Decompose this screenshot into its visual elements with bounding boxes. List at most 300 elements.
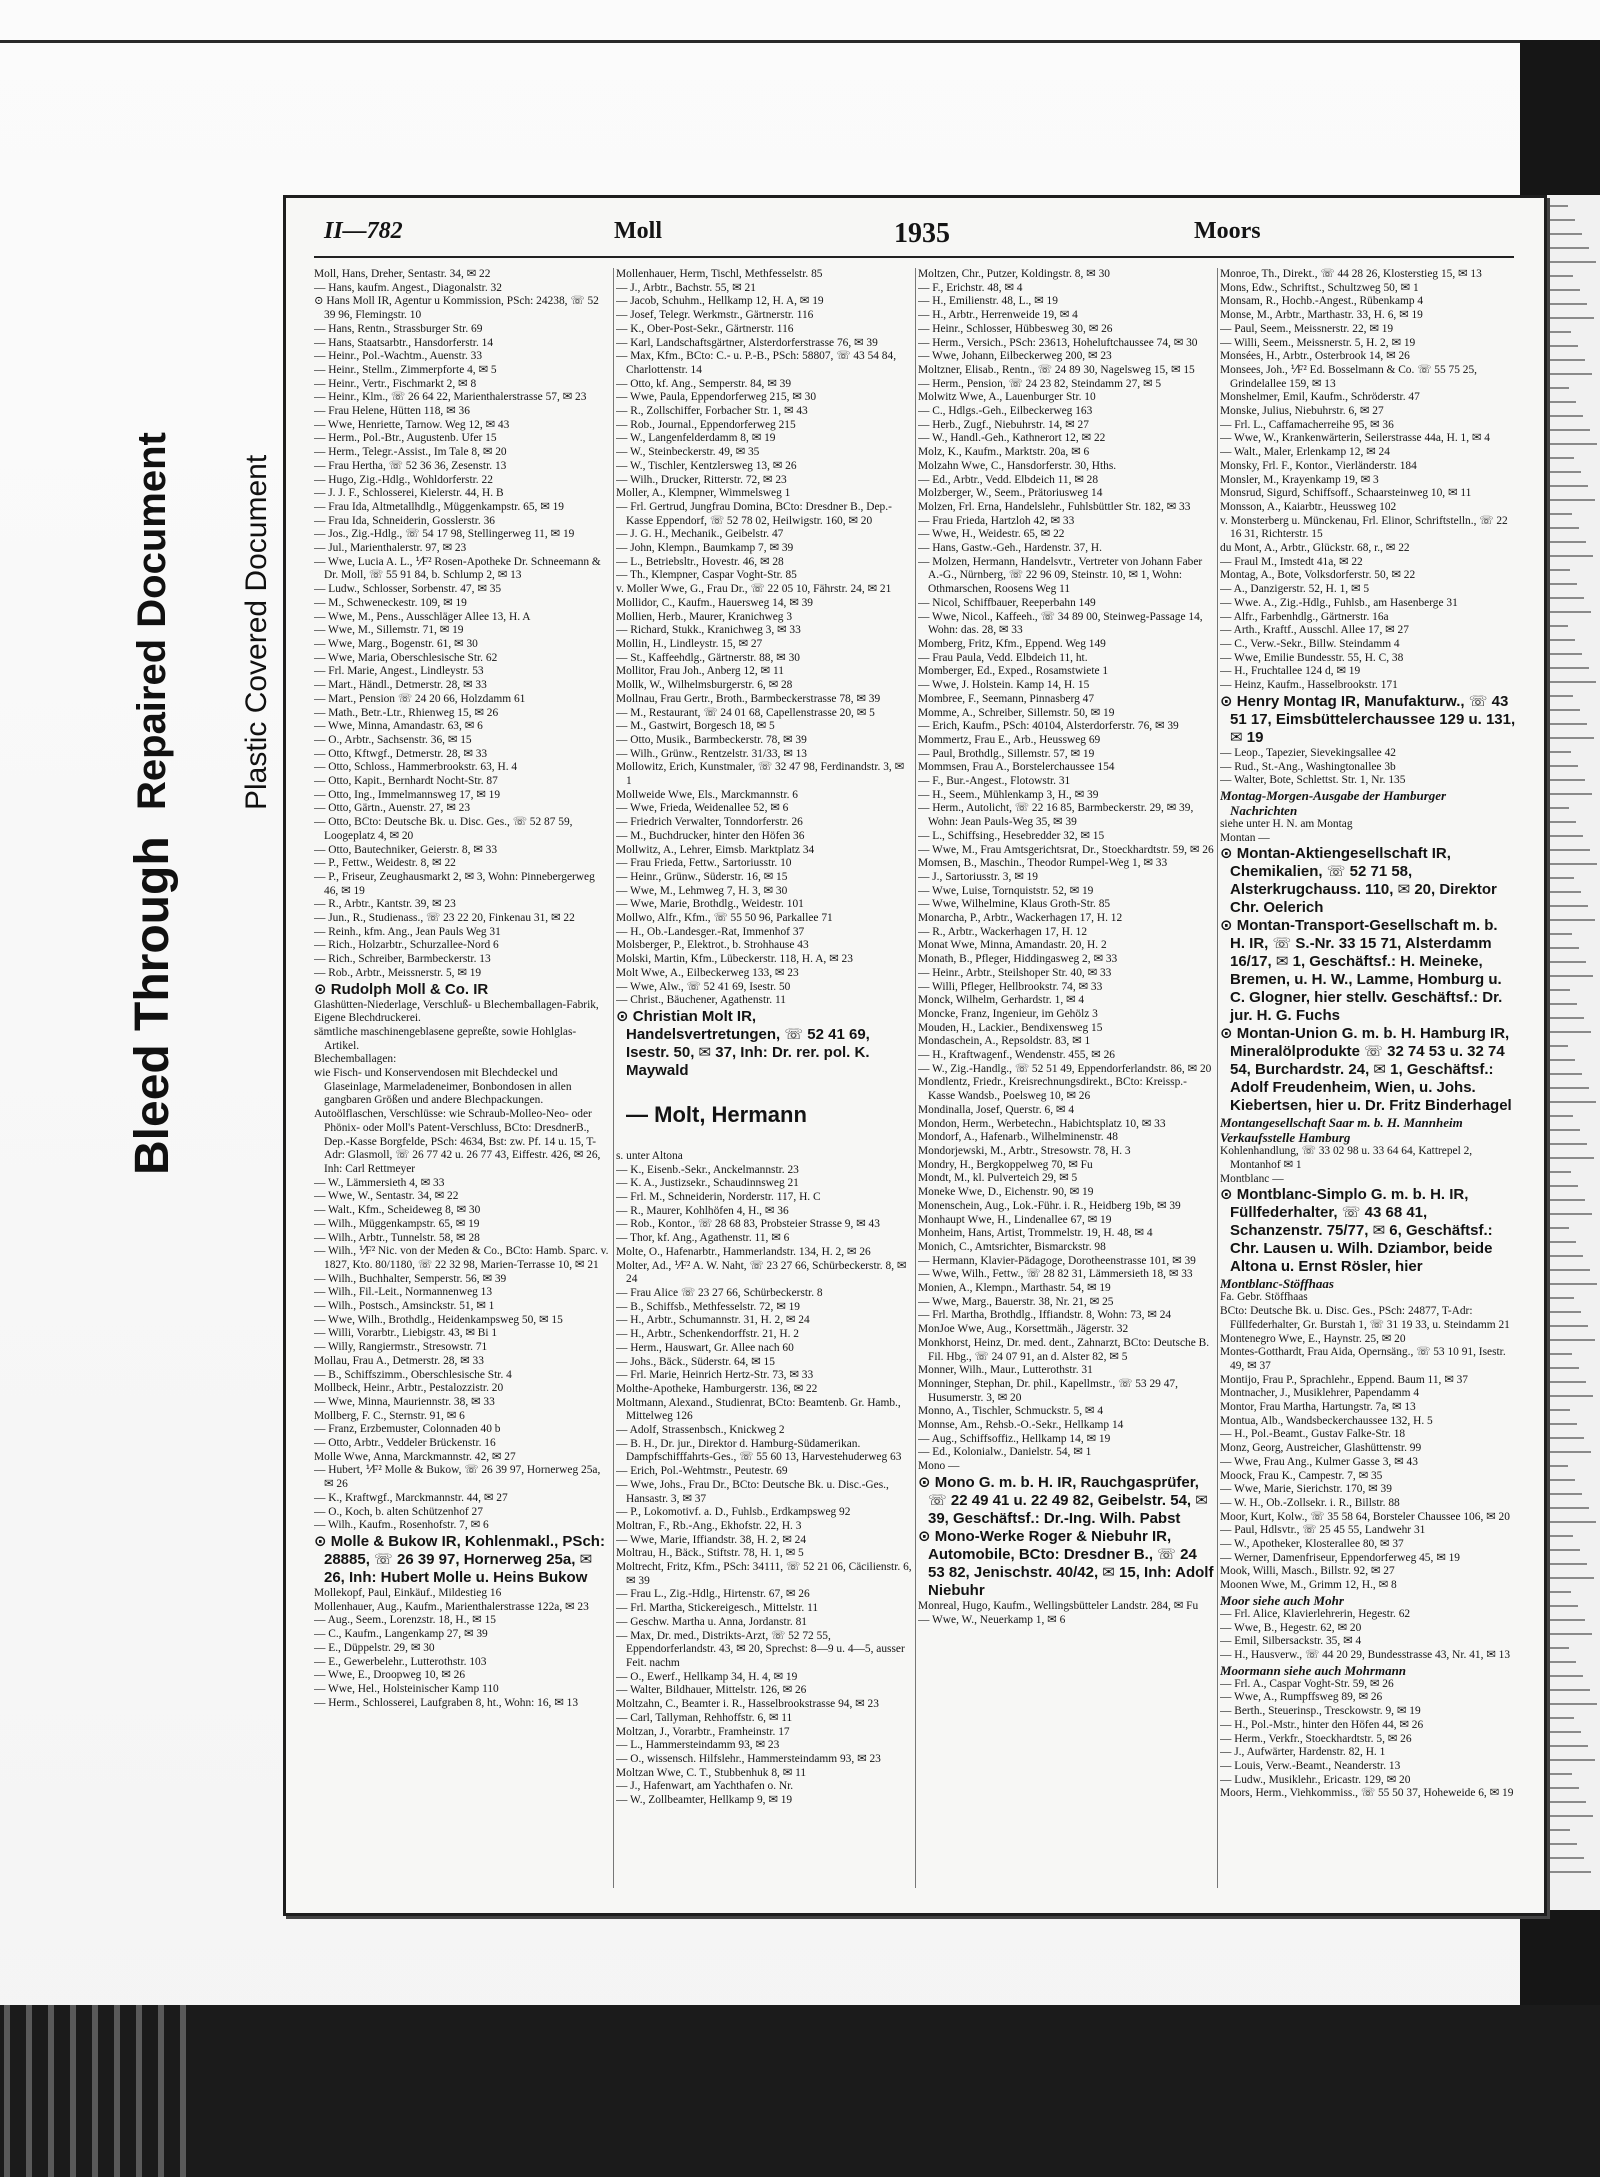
adjacent-text-line — [1548, 807, 1569, 809]
directory-entry: — Otto, Ing., Immelmannsweg 17, ✉ 19 — [314, 788, 501, 801]
directory-entry: — K., Kraftwgf., Marckmannstr. 44, ✉ 27 — [314, 1491, 508, 1504]
adjacent-text-line — [1548, 1465, 1568, 1467]
directory-entry: — B., Schiffszimm., Oberschlesische Str. 4 — [314, 1368, 512, 1381]
column-separator — [915, 268, 916, 1888]
column-2 — [616, 268, 912, 1888]
adjacent-text-line — [1548, 975, 1593, 977]
adjacent-text-line — [1548, 947, 1579, 949]
directory-entry: Moller, A., Klempner, Wimmelsweg 1 — [616, 487, 791, 500]
directory-entry: Mondon, Herm., Werbetechn., Habichtsplatz 10, ✉ 33 — [918, 1117, 1166, 1130]
directory-entry: Moor, Kurt, Kolw., ☏ 35 58 64, Borsteler Chaussee 106, ✉ 20 — [1220, 1510, 1510, 1523]
adjacent-text-line — [1548, 1283, 1597, 1285]
directory-entry: — W. H., Ob.-Zollsekr. i. R., Billstr. 88 — [1220, 1496, 1400, 1509]
directory-entry: — Leop., Tapezier, Sievekingsallee 42 — [1220, 746, 1396, 759]
adjacent-text-line — [1548, 1815, 1593, 1817]
directory-entry: — Frl. Gertrud, Jungfrau Domina, BCto: Dresdner B., Dep.-Kasse Eppendorf, ☏ 52 78 02, Heilwigstr. 160, ✉ 20 — [616, 500, 892, 527]
directory-entry: Monhaupt Wwe, H., Lindenallee 67, ✉ 19 — [918, 1213, 1112, 1226]
directory-entry: Monz, Georg, Austreicher, Glashüttenstr. 99 — [1220, 1442, 1422, 1455]
directory-entry: Mons, Edw., Schriftst., Schultzweg 50, ✉ 1 — [1220, 281, 1419, 294]
adjacent-text-line — [1548, 233, 1582, 235]
directory-entry: — Otto, Musik., Barmbeckerstr. 78, ✉ 39 — [616, 733, 807, 746]
directory-entry: — Hans, kaufm. Angest., Diagonalstr. 32 — [314, 281, 502, 294]
adjacent-text-line — [1548, 919, 1595, 921]
directory-entry: Mollnau, Frau Gertr., Broth., Barmbeckerstrasse 78, ✉ 39 — [616, 692, 881, 705]
directory-entry: — Erich, Pol.-Wehtmstr., Peutestr. 69 — [616, 1465, 788, 1478]
adjacent-text-line — [1548, 1213, 1592, 1215]
directory-entry: — Hugo, Zig.-Hdlg., Wohldorferstr. 22 — [314, 473, 493, 486]
directory-entry: — Karl, Landschaftsgärtner, Alsterdorferstrasse 76, ✉ 39 — [616, 336, 878, 349]
directory-entry: — K., Ober-Post-Sekr., Gärtnerstr. 116 — [616, 322, 794, 335]
adjacent-text-line — [1548, 989, 1570, 991]
directory-entry: — Wwe, B., Hegestr. 62, ✉ 20 — [1220, 1621, 1362, 1634]
strip-mark — [26, 2005, 32, 2177]
directory-entry: — Adolf, Strassenbsch., Knickweg 2 — [616, 1424, 785, 1437]
directory-entry: — W., Tischler, Kentzlersweg 13, ✉ 26 — [616, 459, 797, 472]
directory-entry: Mollitor, Frau Joh., Anberg 12, ✉ 11 — [616, 665, 784, 678]
directory-entry: — Otto, Schloss., Hammerbrookstr. 63, H. 4 — [314, 761, 518, 774]
directory-entry: — Frl. Martha, Brothdlg., Iffiandstr. 8, Wohn: 73, ✉ 24 — [918, 1309, 1172, 1322]
directory-entry: Mommertz, Frau E., Arb., Heussweg 69 — [918, 733, 1101, 746]
directory-entry: — H., Arbtr., Herrenweide 19, ✉ 4 — [918, 309, 1078, 322]
directory-entry: — Jul., Marienthalerstr. 97, ✉ 23 — [314, 542, 467, 555]
directory-entry: ⊙ Montan-Union G. m. b. H. Hamburg IR, Mineralölprodukte ☏ 32 74 53 u. 32 74 54, Burchardstr. 24, ✉ 1, Geschäftsf.: Adolf Freudenheim, Wien, u. Johs. Kiebertsen, hier u. Dr. Fritz Binderhagel — [1220, 1025, 1512, 1115]
adjacent-text-line — [1548, 1843, 1577, 1845]
directory-entry: — Frau Hertha, ☏ 52 36 36, Zesenstr. 13 — [314, 459, 507, 472]
adjacent-text-line — [1548, 709, 1580, 711]
directory-entry: — Herm., Pension, ☏ 24 23 82, Steindamm 27, ✉ 5 — [918, 377, 1162, 390]
directory-entry: — Ludw., Schlosser, Sorbenstr. 47, ✉ 35 — [314, 583, 502, 596]
directory-entry: — Wilh., Buchhalter, Semperstr. 56, ✉ 39 — [314, 1272, 507, 1285]
adjacent-text-line — [1548, 1647, 1569, 1649]
directory-entry: Mollau, Frau A., Detmerstr. 28, ✉ 33 — [314, 1354, 484, 1367]
directory-entry: Momberger, Ed., Exped., Rosamstwiete 1 — [918, 665, 1109, 678]
directory-entry: — F., Erichstr. 48, ✉ 4 — [918, 281, 1023, 294]
directory-entry: — Heinr., Klm., ☏ 26 64 22, Marienthalerstrasse 57, ✉ 23 — [314, 391, 587, 404]
directory-entry: — Aug., Seem., Lorenzstr. 18, H., ✉ 15 — [314, 1614, 496, 1627]
directory-entry: Montua, Alb., Wandsbeckerchaussee 132, H. 5 — [1220, 1414, 1433, 1427]
adjacent-text-line — [1548, 289, 1580, 291]
directory-entry: — St., Kaffeehdlg., Gärtnerstr. 88, ✉ 30 — [616, 651, 800, 664]
directory-entry: — Frl. L., Caffamacherreihe 95, ✉ 36 — [1220, 418, 1394, 431]
adjacent-text-line — [1548, 891, 1581, 893]
directory-entry: — Wwe, Frau Ang., Kulmer Gasse 3, ✉ 43 — [1220, 1455, 1418, 1468]
directory-entry: Molte, O., Hafenarbtr., Hammerlandstr. 134, H. 2, ✉ 26 — [616, 1245, 871, 1258]
adjacent-text-line — [1548, 905, 1588, 907]
directory-entry: Molt Wwe, A., Eilbeckerweg 133, ✉ 23 — [616, 966, 799, 979]
adjacent-text-line — [1548, 863, 1597, 865]
directory-entry: — Wwe, Luise, Tornquiststr. 52, ✉ 19 — [918, 884, 1094, 897]
directory-entry: ⊙ Henry Montag IR, Manufakturw., ☏ 43 51 17, Eimsbüttelerchaussee 129 u. 131, ✉ 19 — [1220, 692, 1516, 746]
directory-entry: Montag, A., Bote, Volksdorferstr. 50, ✉ 22 — [1220, 569, 1416, 582]
directory-entry: Mondaschein, A., Repsoldstr. 83, ✉ 1 — [918, 1035, 1091, 1048]
directory-entry: Moor siehe auch Mohr — [1220, 1592, 1344, 1608]
directory-entry: — Heinr., Grünw., Süderstr. 16, ✉ 15 — [616, 870, 788, 883]
directory-entry: — K., Eisenb.-Sekr., Anckelmannstr. 23 — [616, 1163, 799, 1176]
directory-entry: ⊙ Hans Moll IR, Agentur u Kommission, PSch: 24238, ☏ 52 39 96, Flemingstr. 10 — [314, 295, 599, 322]
directory-entry: v. Moller Wwe, G., Frau Dr., ☏ 22 05 10, Fährstr. 24, ✉ 21 — [616, 583, 892, 596]
directory-entry: — Wilh., Postsch., Amsinckstr. 51, ✉ 1 — [314, 1300, 495, 1313]
adjacent-text-line — [1548, 597, 1584, 599]
directory-entry: Moneke Wwe, D., Eichenstr. 90, ✉ 19 — [918, 1186, 1094, 1199]
directory-entry: Eigene Blechdruckerei. — [314, 1012, 421, 1025]
directory-entry: — Willi, Seem., Meissnerstr. 5, H. 2, ✉ 19 — [1220, 336, 1416, 349]
adjacent-text-line — [1548, 1031, 1591, 1033]
directory-entry: ⊙ Molle & Bukow IR, Kohlenmakl., PSch: 28885, ☏ 26 39 97, Hornerweg 25a, ✉ 26, Inh: Hubert Molle u. Heins Bukow — [314, 1532, 605, 1586]
adjacent-text-line — [1548, 1227, 1569, 1229]
directory-entry: — Wwe, Wilh., Brothdlg., Heidenkampsweg 50, ✉ 15 — [314, 1313, 563, 1326]
directory-entry: — Rob., Journal., Eppendorferweg 215 — [616, 418, 796, 431]
adjacent-text-line — [1548, 667, 1589, 669]
directory-entry: — Math., Betr.-Ltr., Rhienweg 15, ✉ 26 — [314, 706, 499, 719]
directory-entry: Mollwo, Alfr., Kfm., ☏ 55 50 96, Parkallee 71 — [616, 912, 833, 925]
directory-entry: — Rob., Arbtr., Meissnerstr. 5, ✉ 19 — [314, 966, 482, 979]
directory-entry: — K. A., Justizsekr., Schaudinnsweg 21 — [616, 1177, 799, 1190]
adjacent-text-line — [1548, 1409, 1570, 1411]
adjacent-text-line — [1548, 653, 1582, 655]
adjacent-text-line — [1548, 1003, 1577, 1005]
column-1 — [314, 268, 610, 1888]
adjacent-text-line — [1548, 1311, 1581, 1313]
directory-entry: Montangesellschaft Saar m. b. H. Mannheim — [1220, 1115, 1463, 1131]
directory-entry: — Mart., Händl., Detmerstr. 28, ✉ 33 — [314, 679, 487, 692]
directory-entry: — Werner, Damenfriseur, Eppendorferweg 45, ✉ 19 — [1220, 1551, 1460, 1564]
directory-entry: Molsberger, P., Elektrot., b. Strohhause 43 — [616, 939, 809, 952]
adjacent-text-line — [1548, 1017, 1584, 1019]
directory-entry: — M., Restaurant, ☏ 24 01 68, Capellenstrasse 20, ✉ 5 — [616, 706, 875, 719]
adjacent-text-line — [1548, 583, 1577, 585]
directory-entry: Monsees, Joh., ⅟F² Ed. Bosselmann & Co. ☏ 55 75 25, Grindelallee 159, ✉ 13 — [1220, 363, 1478, 390]
directory-entry: Monninger, Stephan, Dr. phil., Kapellmstr., ☏ 53 29 47, Husumerstr. 3, ✉ 20 — [918, 1377, 1178, 1404]
adjacent-text-line — [1548, 1507, 1589, 1509]
directory-entry: — C., Kaufm., Langenkamp 27, ✉ 39 — [314, 1628, 488, 1641]
adjacent-text-line — [1548, 765, 1578, 767]
directory-entry: — Otto, Bautechniker, Geierstr. 8, ✉ 33 — [314, 843, 498, 856]
directory-entry: Moltzen, Chr., Putzer, Koldingstr. 8, ✉ 30 — [918, 268, 1110, 280]
directory-entry: — Jacob, Schuhm., Hellkamp 12, H. A, ✉ 19 — [616, 295, 824, 308]
directory-entry: — Paul, Seem., Meissnerstr. 22, ✉ 19 — [1220, 322, 1394, 335]
directory-entry: Momme, A., Schreiber, Sillemstr. 50, ✉ 19 — [918, 706, 1115, 719]
directory-entry: Molz, K., Kaufm., Marktstr. 20a, ✉ 6 — [918, 446, 1090, 459]
directory-entry: — W., Handl.-Geh., Kathnerort 12, ✉ 22 — [918, 432, 1106, 445]
adjacent-text-line — [1548, 1059, 1575, 1061]
directory-entry: siehe unter H. N. am Montag — [1220, 817, 1353, 830]
directory-entry: — Wwe, Frieda, Weidenallee 52, ✉ 6 — [616, 802, 789, 815]
directory-entry: — Hans, Staatsarbtr., Hansdorferstr. 14 — [314, 336, 494, 349]
directory-entry: — P., Friseur, Zeughausmarkt 2, ✉ 3, Wohn: Pinnebergerweg 46, ✉ 19 — [314, 870, 595, 897]
adjacent-text-line — [1548, 219, 1575, 221]
adjacent-text-line — [1548, 1787, 1579, 1789]
directory-entry: Montijo, Frau P., Sprachlehr., Eppend. Baum 11, ✉ 37 — [1220, 1373, 1468, 1386]
directory-entry: — Frl. Marie, Angest., Lindleystr. 53 — [314, 665, 484, 678]
directory-entry: Molski, Martin, Kfm., Lübeckerstr. 118, H. A, ✉ 23 — [616, 953, 853, 966]
directory-entry: — Ed., Arbtr., Vedd. Elbdeich 11, ✉ 28 — [918, 473, 1099, 486]
directory-entry: — Paul, Brothdlg., Sillemstr. 57, ✉ 19 — [918, 747, 1095, 760]
strip-mark — [136, 2005, 142, 2177]
adjacent-text-line — [1548, 933, 1572, 935]
directory-entry: — M., Gastwirt, Borgesch 18, ✉ 5 — [616, 720, 775, 733]
directory-entry: — Otto, Kapit., Bernhardt Nocht-Str. 87 — [314, 775, 498, 788]
adjacent-text-line — [1548, 835, 1583, 837]
directory-entry: — Hubert, ⅟F² Molle & Bukow, ☏ 26 39 97, Hornerweg 25a, ✉ 26 — [314, 1464, 601, 1491]
directory-entry: — Christ., Bäuchener, Agathenstr. 11 — [616, 994, 786, 1007]
directory-entry: — Ed., Kolonialw., Danielstr. 54, ✉ 1 — [918, 1446, 1092, 1459]
adjacent-text-line — [1548, 877, 1574, 879]
adjacent-text-line — [1548, 1535, 1573, 1537]
directory-entry: v. Monsterberg u. Münckenau, Frl. Elinor, Schriftstelln., ☏ 22 16 31, Richterstr. 15 — [1220, 514, 1508, 541]
directory-entry: Monsson, A., Kaiarbtr., Heussweg 102 — [1220, 500, 1397, 513]
adjacent-text-line — [1548, 751, 1571, 753]
directory-entry: ⊙ Mono-Werke Roger & Niebuhr IR, Automobile, BCto: Dresdner B., ☏ 24 53 82, Jenischstr. 40/42, ✉ 15, Inh: Adolf Niebuhr — [918, 1527, 1214, 1599]
directory-entry: — Aug., Schiffsoffiz., Hellkamp 14, ✉ 19 — [918, 1432, 1111, 1445]
adjacent-text-line — [1548, 275, 1573, 277]
adjacent-text-line — [1548, 639, 1575, 641]
directory-entry: — B., Schiffsb., Methfesselstr. 72, ✉ 19 — [616, 1300, 800, 1313]
bleed-through-label: Bleed Through — [126, 836, 179, 1175]
adjacent-text-line — [1548, 1759, 1595, 1761]
directory-entry: — Wwe, Emilie Bundesstr. 55, H. C, 38 — [1220, 651, 1404, 664]
strip-mark — [48, 2005, 54, 2177]
adjacent-text-line — [1548, 457, 1574, 459]
adjacent-text-line — [1548, 569, 1570, 571]
directory-entry: Moors, Herm., Viehkommiss., ☏ 55 50 37, Hoheweide 6, ✉ 19 — [1220, 1787, 1514, 1800]
directory-entry: — Emil, Silbersackstr. 35, ✉ 4 — [1220, 1635, 1362, 1648]
directory-entry: Mondt, M., kl. Pulverteich 29, ✉ 5 — [918, 1172, 1078, 1185]
directory-entry: — Wwe, H., Weidestr. 65, ✉ 22 — [918, 528, 1065, 541]
directory-entry: — H., Hausverw., ☏ 44 20 29, Bundesstrasse 43, Nr. 41, ✉ 13 — [1220, 1649, 1511, 1661]
directory-entry: — Wwe, M., Lehmweg 7, H. 3, ✉ 30 — [616, 884, 788, 897]
directory-entry: — Otto, Kftwgf., Detmerstr. 28, ✉ 33 — [314, 747, 488, 760]
directory-entry: — Max, Dr. med., Distrikts-Arzt, ☏ 52 72 55, Eppendorferlandstr. 43, ✉ 20, Sprechst: 8—9 u. 4—5, ausser Feit. nachm — [616, 1629, 905, 1669]
directory-entry: — Friedrich Verwalter, Tonndorferstr. 26 — [616, 816, 803, 829]
directory-entry: — Wwe, M., Pens., Ausschläger Allee 13, H. A — [314, 610, 531, 623]
directory-entry: — Herm., Schlosserei, Laufgraben 8, ht., Wohn: 16, ✉ 13 — [314, 1696, 579, 1709]
adjacent-text-line — [1548, 1675, 1583, 1677]
directory-entry: Monshelmer, Emil, Kaufm., Schröderstr. 47 — [1220, 391, 1420, 404]
adjacent-text-line — [1548, 737, 1594, 739]
directory-entry: Monno, A., Tischler, Schmuckstr. 5, ✉ 4 — [918, 1405, 1104, 1418]
directory-entry: — Frl. Martha, Stickereigesch., Mittelstr. 11 — [616, 1602, 819, 1615]
directory-entry: ⊙ Montan-Transport-Gesellschaft m. b. H. IR, ☏ S.-Nr. 33 15 71, Alsterdamm 16/17, ✉ 1, Geschäftsf.: H. Meineke, Bremen, u. H. W., Lamme, Homburg u. C. Glogner, hier stellv. Geschäftsf.: Dr. jur. H. G. Fuchs — [1220, 917, 1503, 1025]
directory-entry: — H., Kraftwagenf., Wendenstr. 455, ✉ 26 — [918, 1049, 1115, 1062]
directory-entry: Molter, Ad., ⅟F² A. W. Naht, ☏ 23 27 66, Schürbeckerstr. 8, ✉ 24 — [616, 1259, 907, 1286]
directory-entry: Autoölflaschen, Verschlüsse: wie Schraub-Molleo-Neo- oder Phönix- oder Moll's Patent-Verschluss, BCto: DresdnerB., Dep.-Kasse Borgfelde, PSch: 4634, Bst: zw. Pf. 14 u. 15, T-Adr: Glasmoll, ☏ 26 77 42 u. 26 77 43, Eiffestr. 426, ✉ 26, Inh: Carl Rettmeyer — [314, 1108, 601, 1175]
directory-entry: — Heinr., Vertr., Fischmarkt 2, ✉ 8 — [314, 377, 477, 390]
directory-entry: — Erich, Kaufm., PSch: 40104, Alsterdorferstr. 76, ✉ 39 — [918, 720, 1179, 733]
adjacent-text-line — [1548, 1381, 1586, 1383]
directory-entry: Momberg, Fritz, Kfm., Eppend. Weg 149 — [918, 637, 1106, 650]
directory-entry: Mouden, H., Lackier., Bendixensweg 15 — [918, 1021, 1103, 1034]
year: 1935 — [894, 218, 950, 249]
directory-entry: — Wwe, Marie, Iffiandstr. 38, H. 2, ✉ 24 — [616, 1533, 807, 1546]
directory-entry: Mondry, H., Bergkoppelweg 70, ✉ Fu — [918, 1158, 1093, 1171]
directory-entry: — B. H., Dr. jur., Direktor d. Hamburg-Südamerikan. Dampfschifffahrts-Ges., ☏ 55 60 13, Harvestehuderweg 63 — [616, 1437, 902, 1464]
directory-entry: — Hans, Gastw.-Geh., Hardenstr. 37, H. — [918, 542, 1103, 555]
directory-entry: — Frau Frieda, Fettw., Sartoriusstr. 10 — [616, 857, 792, 870]
directory-entry: — L., Betriebsltr., Hovestr. 46, ✉ 28 — [616, 555, 784, 568]
adjacent-text-line — [1548, 1353, 1572, 1355]
strip-mark — [114, 2005, 120, 2177]
directory-entry: — Jun., R., Studienass., ☏ 23 22 20, Finkenau 31, ✉ 22 — [314, 912, 575, 925]
directory-entry: Monreal, Hugo, Kaufm., Wellingsbütteler Landstr. 284, ✉ Fu — [918, 1599, 1199, 1612]
adjacent-text-line — [1548, 723, 1587, 725]
adjacent-text-line — [1548, 1591, 1571, 1593]
directory-entry: — Walter, Bildhauer, Mittelstr. 126, ✉ 26 — [616, 1684, 807, 1697]
directory-entry: — Mart., Pension ☏ 24 20 66, Holzdamm 61 — [314, 692, 526, 705]
directory-entry: — Rud., St.-Ang., Washingtonallee 3b — [1220, 760, 1396, 773]
directory-entry: Mombree, F., Seemann, Pinnasberg 47 — [918, 692, 1095, 705]
adjacent-text-line — [1548, 1717, 1574, 1719]
directory-entry: — H., Arbtr., Schenkendorffstr. 21, H. 2 — [616, 1328, 799, 1341]
directory-entry: Moltzner, Elisab., Rentn., ☏ 24 89 30, Nagelsweg 15, ✉ 15 — [918, 363, 1195, 376]
adjacent-text-line — [1548, 961, 1586, 963]
adjacent-text-line — [1548, 387, 1569, 389]
directory-entry: — Frl. Marie, Heinrich Hertz-Str. 73, ✉ 33 — [616, 1369, 814, 1382]
column-4 — [1220, 268, 1516, 1888]
directory-entry: — H., Ob.-Landesger.-Rat, Immenhof 37 — [616, 925, 805, 938]
directory-entry: Moncke, Franz, Ingenieur, im Gehölz 3 — [918, 1007, 1098, 1020]
directory-entry: — W., Zollbeamter, Hellkamp 9, ✉ 19 — [616, 1794, 793, 1807]
directory-entry: Momsen, B., Maschin., Theodor Rumpel-Weg 1, ✉ 33 — [918, 857, 1168, 870]
directory-entry: Mollin, H., Lindleystr. 15, ✉ 27 — [616, 637, 763, 650]
adjacent-text-line — [1548, 1269, 1590, 1271]
directory-entry: — Paul, Hdlsvtr., ☏ 25 45 55, Landwehr 31 — [1220, 1524, 1426, 1537]
directory-entry: — E., Düppelstr. 29, ✉ 30 — [314, 1641, 435, 1654]
directory-entry: Monske, Julius, Niebuhrstr. 6, ✉ 27 — [1220, 405, 1384, 418]
directory-entry: — Wilh., Drucker, Ritterstr. 72, ✉ 23 — [616, 473, 787, 486]
adjacent-text-line — [1548, 1605, 1578, 1607]
directory-entry: — Otto, kf. Ang., Semperstr. 84, ✉ 39 — [616, 377, 792, 390]
directory-entry: — O., Arbtr., Sachsenstr. 36, ✉ 15 — [314, 733, 472, 746]
directory-entry: Monroe, Th., Direkt., ☏ 44 28 26, Klosterstieg 15, ✉ 13 — [1220, 268, 1482, 280]
directory-entry: — Walt., Kfm., Scheideweg 8, ✉ 30 — [314, 1204, 481, 1217]
directory-entry: — Wwe, Wilh., Fettw., ☏ 28 82 31, Lämmersieth 18, ✉ 33 — [918, 1268, 1193, 1281]
adjacent-text-line — [1548, 1479, 1575, 1481]
directory-entry: — Richard, Stukk., Kranichweg 3, ✉ 33 — [616, 624, 801, 637]
directory-entry: — Wwe, W., Neuerkamp 1, ✉ 6 — [918, 1613, 1066, 1626]
directory-entry: Moltmann, Alexand., Studienrat, BCto: Beamtenb. Gr. Hamb., Mittelweg 126 — [616, 1396, 901, 1423]
directory-entry: Monkhorst, Heinz, Dr. med. dent., Zahnarzt, BCto: Deutsche B. Fil. Hbg., ☏ 24 07 91, an d. Alster 82, ✉ 5 — [918, 1336, 1210, 1363]
directory-entry: — Rich., Holzarbtr., Schurzallee-Nord 6 — [314, 939, 499, 952]
directory-entry: — Alfr., Farbenhdlg., Gärtnerstr. 16a — [1220, 610, 1389, 623]
directory-entry: Moltzan Wwe, C. T., Stubbenhuk 8, ✉ 11 — [616, 1766, 807, 1779]
directory-entry: — Franz, Erzbemuster, Colonnaden 40 b — [314, 1423, 501, 1436]
directory-entry: Monse, M., Arbtr., Marthastr. 33, H. 6, ✉ 19 — [1220, 309, 1423, 322]
directory-entry: Moormann siehe auch Mohrmann — [1220, 1662, 1407, 1678]
directory-entry: ⊙ Christian Molt IR, Handelsvertretungen, ☏ 52 41 69, Isestr. 50, ✉ 37, Inh: Dr. rer. pol. K. Maywald — [616, 1007, 870, 1079]
adjacent-text-line — [1548, 1703, 1597, 1705]
directory-entry: — John, Klempn., Baumkamp 7, ✉ 39 — [616, 542, 794, 555]
directory-entry: — Jos., Zig.-Hdlg., ☏ 54 17 98, Stellingerweg 11, ✉ 19 — [314, 528, 575, 541]
directory-entry: sämtliche maschinengeblasene gepreßte, sowie Hohlglas-Artikel. — [314, 1025, 577, 1052]
directory-entry: — P., Fettw., Weidestr. 8, ✉ 22 — [314, 857, 456, 870]
adjacent-text-line — [1548, 345, 1578, 347]
adjacent-text-line — [1548, 849, 1590, 851]
directory-entry: — H., Pol.-Beamt., Gustav Falke-Str. 18 — [1220, 1428, 1406, 1441]
directory-entry: Moock, Frau K., Campestr. 7, ✉ 35 — [1220, 1469, 1383, 1482]
directory-entry: BCto: Deutsche Bk. u. Disc. Ges., PSch: 24877, T-Adr: Füllfederhalter, Gr. Burstah 1, ☏ 31 19 33, u. Steindamm 21 — [1220, 1305, 1510, 1331]
directory-entry: — M., Buchdrucker, hinter den Höfen 36 — [616, 829, 805, 842]
directory-entry: — Herm., Hauswart, Gr. Allee nach 60 — [616, 1341, 794, 1354]
directory-entry: Mono — — [918, 1460, 960, 1473]
strip-mark — [92, 2005, 98, 2177]
directory-entry: — C., Verw.-Sekr., Billw. Steindamm 4 — [1220, 637, 1400, 650]
directory-entry: ⊙ Rudolph Moll & Co. IR — [314, 980, 489, 998]
directory-entry: Mollenhauer, Aug., Kaufm., Marienthalerstrasse 122a, ✉ 23 — [314, 1600, 589, 1613]
directory-entry: — Carl, Tallyman, Rehhoffstr. 6, ✉ 11 — [616, 1711, 793, 1724]
head-rule — [314, 256, 1514, 258]
directory-entry: Monarcha, P., Arbtr., Wackerhagen 17, H. 12 — [918, 912, 1123, 925]
directory-entry: — Molt, Hermann — [626, 1101, 807, 1127]
directory-entry: — Wwe, Nicol., Kaffeeh., ☏ 34 89 00, Steinweg-Passage 14, Wohn: das. 28, ✉ 33 — [918, 610, 1203, 637]
directory-entry: — H., Seem., Mühlenkamp 3, H., ✉ 39 — [918, 788, 1099, 801]
adjacent-text-line — [1548, 1087, 1589, 1089]
adjacent-text-line — [1548, 471, 1581, 473]
adjacent-text-line — [1548, 1255, 1583, 1257]
adjacent-text-line — [1548, 1297, 1574, 1299]
directory-entry: ⊙ Mono G. m. b. H. IR, Rauchgasprüfer, ☏ 22 49 41 u. 22 49 82, Geibelstr. 54, ✉ 39, Geschäftsf.: Dr.-Ing. Wilh. Pabst — [918, 1473, 1208, 1527]
directory-entry: Fa. Gebr. Stöffhaas — [1220, 1291, 1308, 1304]
directory-entry: — Nicol, Schiffbauer, Reeperbahn 149 — [918, 596, 1096, 609]
adjacent-text-line — [1548, 1661, 1576, 1663]
directory-entry: Mondlentz, Friedr., Kreisrechnungsdirekt., BCto: Kreissp.-Kasse Wandsb., Poelsweg 10, ✉ 26 — [918, 1076, 1187, 1103]
page-number: II—782 — [324, 218, 403, 244]
directory-entry: — R., Arbtr., Kantstr. 39, ✉ 23 — [314, 898, 456, 911]
directory-entry: — Willi, Pfleger, Hellbrookstr. 74, ✉ 33 — [918, 980, 1103, 993]
directory-entry: Moltrau, H., Bäck., Stiftstr. 78, H. 1, ✉ 5 — [616, 1547, 804, 1560]
directory-entry: Monich, C., Amtsrichter, Bismarckstr. 98 — [918, 1240, 1106, 1253]
directory-entry: — Herb., Zugf., Niebuhrstr. 14, ✉ 27 — [918, 418, 1089, 431]
directory-entry: — Wwe, Minna, Mauriennstr. 38, ✉ 33 — [314, 1395, 495, 1408]
directory-entry: — J., Arbtr., Bachstr. 55, ✉ 21 — [616, 281, 756, 294]
directory-entry: — Max, Kfm., BCto: C.- u. P.-B., PSch: 58807, ☏ 43 54 84, Charlottenstr. 14 — [616, 350, 897, 376]
directory-entry: — Hermann, Klavier-Pädagoge, Dorotheenstrasse 101, ✉ 39 — [918, 1254, 1196, 1267]
directory-entry: — W., Langenfelderdamm 8, ✉ 19 — [616, 432, 776, 445]
directory-entry: — W., Zig.-Handlg., ☏ 52 51 49, Eppendorferlandstr. 86, ✉ 20 — [918, 1062, 1212, 1075]
directory-entry: Monsrud, Sigurd, Schiffsoff., Schaarsteinweg 10, ✉ 11 — [1220, 487, 1472, 500]
directory-entry: Monck, Wilhelm, Gerhardstr. 1, ✉ 4 — [918, 994, 1085, 1007]
adjacent-text-line — [1548, 1157, 1594, 1159]
adjacent-text-line — [1548, 485, 1588, 487]
directory-entry: — Wwe, J. Holstein. Kamp 14, H. 15 — [918, 679, 1090, 692]
directory-entry: ⊙ Montan-Aktiengesellschaft IR, Chemikalien, ☏ 52 71 58, Alsterkrugchauss. 110, ✉ 20, Direktor Chr. Oelerich — [1220, 845, 1497, 917]
adjacent-text-line — [1548, 401, 1576, 403]
directory-entry: Monsky, Frl. F., Kontor., Vierländerstr. 184 — [1220, 459, 1417, 472]
adjacent-text-line — [1548, 625, 1568, 627]
adjacent-text-line — [1548, 443, 1597, 445]
directory-entry: Montan — — [1220, 831, 1270, 844]
right-catchword: Moors — [1194, 218, 1261, 244]
directory-entry: Montnacher, J., Musiklehrer, Papendamm 4 — [1220, 1387, 1420, 1400]
directory-entry: — Herm., Versich., PSch: 23613, Hoheluftchaussee 74, ✉ 30 — [918, 336, 1198, 349]
adjacent-text-line — [1548, 1143, 1587, 1145]
adjacent-page-edge — [1540, 195, 1600, 1910]
directory-entry: — J., Hafenwart, am Yachthafen o. Nr. — [616, 1780, 794, 1793]
directory-entry: Monheim, Hans, Artist, Trommelstr. 19, H. 48, ✉ 4 — [918, 1227, 1153, 1240]
directory-entry: Mollowitz, Erich, Kunstmaler, ☏ 32 47 98, Ferdinandstr. 3, ✉ 1 — [616, 761, 905, 788]
directory-entry: Montes-Gotthardt, Frau Aida, Opernsäng., ☏ 53 10 91, Isestr. 49, ✉ 37 — [1220, 1346, 1506, 1372]
directory-entry: — C., Hdlgs.-Geh., Eilbeckerweg 163 — [918, 405, 1093, 418]
directory-entry: — A., Danzigerstr. 52, H. 1, ✉ 5 — [1220, 583, 1370, 596]
directory-entry: — Wwe, Paula, Eppendorferweg 215, ✉ 30 — [616, 391, 817, 404]
adjacent-text-line — [1548, 1773, 1572, 1775]
adjacent-text-line — [1548, 611, 1591, 613]
directory-entry: — Johs., Bäck., Süderstr. 64, ✉ 15 — [616, 1355, 775, 1368]
directory-entry: Montag-Morgen-Ausgabe der Hamburger Nachrichten — [1220, 787, 1447, 818]
directory-entry: — Ludw., Musiklehr., Ericastr. 129, ✉ 20 — [1220, 1773, 1411, 1786]
adjacent-text-line — [1548, 541, 1586, 543]
adjacent-text-line — [1548, 1185, 1578, 1187]
directory-entry: — W., Apotheker, Klosterallee 80, ✉ 37 — [1220, 1538, 1404, 1551]
